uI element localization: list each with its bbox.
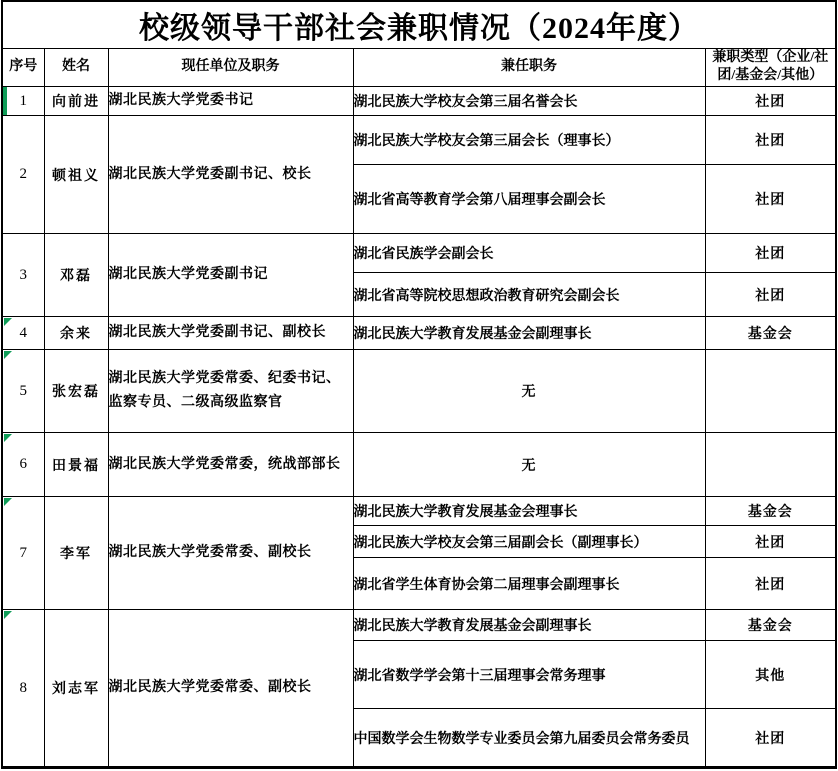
unit-cell: 湖北民族大学党委常委、纪委书记、监察专员、二级高级监察官 [108,350,353,433]
col-header-name: 姓名 [44,48,108,87]
unit-cell: 湖北民族大学党委常委，统战部部长 [108,433,353,497]
serial-cell: 3 [2,234,44,317]
col-header-current-unit: 现任单位及职务 [108,48,353,87]
type-cell: 社团 [705,709,836,768]
name-cell: 田景福 [44,433,108,497]
col-header-post-type: 兼职类型（企业/社团/基金会/其他） [705,48,836,87]
col-header-concurrent-post: 兼任职务 [353,48,705,87]
serial-number: 5 [19,382,27,399]
serial-cell [2,433,44,497]
type-cell: 社团 [705,87,836,116]
duty-cell: 湖北省民族学会副会长 [353,234,705,273]
comment-indicator-icon [4,351,12,359]
serial-number: 7 [19,544,27,561]
serial-cell [2,610,44,768]
name-cell: 张宏磊 [44,350,108,433]
unit-cell: 湖北民族大学党委常委、副校长 [108,497,353,610]
type-cell [705,350,836,433]
duty-cell: 无 [353,350,705,433]
type-cell: 社团 [705,273,836,317]
serial-number: 4 [19,324,27,341]
name-cell: 顿祖义 [44,116,108,234]
unit-cell: 湖北民族大学党委书记 [108,87,353,116]
name-cell: 刘志军 [44,610,108,768]
duty-cell: 湖北民族大学校友会第三届会长（理事长） [353,116,705,165]
type-cell: 基金会 [705,497,836,526]
serial-number: 1 [19,92,27,109]
green-highlight-bar [3,87,7,115]
duty-cell: 湖北民族大学教育发展基金会副理事长 [353,317,705,350]
serial-number: 8 [19,679,27,696]
type-cell: 社团 [705,558,836,610]
duty-cell: 湖北民族大学校友会第三届名誉会长 [353,87,705,116]
comment-indicator-icon [4,611,12,619]
serial-cell [2,87,44,116]
type-cell: 基金会 [705,317,836,350]
duty-cell: 湖北省数学学会第十三届理事会常务理事 [353,641,705,709]
name-cell: 向前进 [44,87,108,116]
serial-cell [2,350,44,433]
name-cell: 邓磊 [44,234,108,317]
unit-cell: 湖北民族大学党委副书记、副校长 [108,317,353,350]
comment-indicator-icon [4,434,12,442]
unit-cell: 湖北民族大学党委副书记、校长 [108,116,353,234]
duty-cell: 中国数学会生物数学专业委员会第九届委员会常务委员 [353,709,705,768]
col-header-serial: 序号 [2,48,44,87]
type-cell: 基金会 [705,610,836,641]
comment-indicator-icon [4,498,12,506]
type-cell: 社团 [705,165,836,234]
duty-cell: 湖北省高等院校思想政治教育研究会副会长 [353,273,705,317]
name-cell: 余来 [44,317,108,350]
type-cell: 其他 [705,641,836,709]
duty-cell: 湖北民族大学教育发展基金会理事长 [353,497,705,526]
positions-table [1,0,837,769]
serial-cell [2,497,44,610]
type-cell: 社团 [705,526,836,558]
serial-cell: 2 [2,116,44,234]
comment-indicator-icon [4,318,12,326]
type-cell: 社团 [705,116,836,165]
serial-number: 6 [19,456,27,473]
duty-cell: 湖北民族大学教育发展基金会副理事长 [353,610,705,641]
unit-cell: 湖北民族大学党委常委、副校长 [108,610,353,768]
duty-cell: 湖北民族大学校友会第三届副会长（副理事长） [353,526,705,558]
page-title: 校级领导干部社会兼职情况（2024年度） [2,1,836,48]
duty-cell: 湖北省学生体育协会第二届理事会副理事长 [353,558,705,610]
duty-cell: 湖北省高等教育学会第八届理事会副会长 [353,165,705,234]
duty-cell: 无 [353,433,705,497]
name-cell: 李军 [44,497,108,610]
serial-cell [2,317,44,350]
unit-cell: 湖北民族大学党委副书记 [108,234,353,317]
type-cell: 社团 [705,234,836,273]
type-cell [705,433,836,497]
